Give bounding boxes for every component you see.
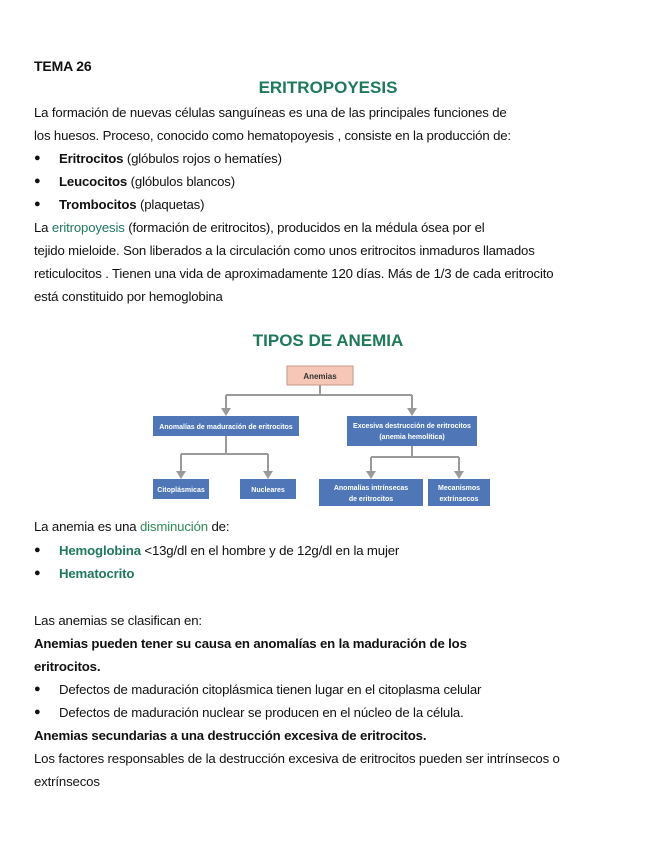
heading-maturation-2: eritrocitos. xyxy=(34,659,101,674)
bullet-icon: ● xyxy=(34,198,41,210)
cell-desc: (glóbulos rojos o hematíes) xyxy=(123,151,282,166)
measure-desc: <13g/dl en el hombre y de 12g/dl en la mujer xyxy=(140,543,400,558)
closing-line-1: Los factores responsables de la destrucción excesiva de eritrocitos pueden ser intrínsecos o xyxy=(34,751,560,766)
topic-label: TEMA 26 xyxy=(34,58,92,74)
intro-line-1: La formación de nuevas células sanguíneas es una de las principales funciones de xyxy=(34,105,507,120)
list-item: Defectos de maduración citoplásmica tienen lugar en el citoplasma celular xyxy=(59,682,482,697)
erythro-prefix: La xyxy=(34,220,52,235)
anemia-types-diagram xyxy=(150,362,490,508)
heading-destruction: Anemias secundarias a una destrucción excesiva de eritrocitos. xyxy=(34,728,427,743)
bullet-icon: ● xyxy=(34,152,41,164)
root-node-label: Anemias xyxy=(303,372,337,381)
heading-maturation-1: Anemias pueden tener su causa en anomalías en la maduración de los xyxy=(34,636,467,651)
right-node-label-2: (anemia hemolítica) xyxy=(379,434,445,441)
list-item xyxy=(59,174,235,189)
list-item xyxy=(59,543,399,558)
anemia-definition xyxy=(34,519,229,534)
bullet-icon: ● xyxy=(34,544,41,556)
intrinsic-node-label-1: Anomalías intrínsecas xyxy=(333,485,409,492)
list-item xyxy=(59,197,204,212)
intrinsic-node-label-2: de eritrocitos xyxy=(348,496,394,503)
right-node-box xyxy=(347,416,477,446)
cell-name: Leucocitos xyxy=(59,174,128,189)
cell-name: Trombocitos xyxy=(59,197,137,212)
erythro-line-1 xyxy=(34,220,485,235)
page-title: ERITROPOYESIS xyxy=(258,78,398,97)
extrinsic-node-label-2: extrínsecos xyxy=(439,496,479,503)
closing-line-2: extrínsecos xyxy=(34,774,100,789)
definition-prefix: La anemia es una xyxy=(34,519,140,534)
definition-term: disminución xyxy=(139,519,208,534)
intro-line-2: los huesos. Proceso, conocido como hematopoyesis , consiste en la producción de: xyxy=(34,128,511,143)
erythro-line-2: tejido mieloide. Son liberados a la circulación como unos eritrocitos inmaduros llamados xyxy=(34,243,535,258)
erythro-line-3: reticulocitos . Tienen una vida de aproximadamente 120 días. Más de 1/3 de cada eritrocito xyxy=(34,266,554,281)
bullet-icon: ● xyxy=(34,175,41,187)
cell-desc: (plaquetas) xyxy=(136,197,205,212)
erythro-line1-rest: (formación de eritrocitos), producidos en la médula ósea por el xyxy=(124,220,485,235)
measure-name: Hemoglobina xyxy=(59,543,141,558)
extrinsic-node-label-1: Mecanismos xyxy=(437,485,481,492)
bullet-icon: ● xyxy=(34,683,41,695)
bullet-icon: ● xyxy=(34,706,41,718)
cytoplasmic-node-label: Citoplásmicas xyxy=(157,487,205,494)
erythro-line-4: está constituido por hemoglobina xyxy=(34,289,223,304)
classification-intro: Las anemias se clasifican en: xyxy=(34,613,202,628)
list-item xyxy=(59,151,282,166)
anemia-title: TIPOS DE ANEMIA xyxy=(252,331,404,350)
list-item: Defectos de maduración nuclear se producen en el núcleo de la célula. xyxy=(59,705,464,720)
left-node-label: Anomalías de maduración de eritrocitos xyxy=(159,424,293,431)
nuclear-node-label: Nucleares xyxy=(251,487,285,494)
cell-name: Eritrocitos xyxy=(59,151,124,166)
bullet-icon: ● xyxy=(34,567,41,579)
measure-name: Hematocrito xyxy=(59,566,135,581)
cell-desc: (glóbulos blancos) xyxy=(127,174,235,189)
definition-suffix: de: xyxy=(207,519,230,534)
erythro-term: eritropoyesis xyxy=(51,220,125,235)
right-node-label-1: Excesiva destrucción de eritrocitos xyxy=(353,423,471,430)
list-item xyxy=(59,566,134,581)
